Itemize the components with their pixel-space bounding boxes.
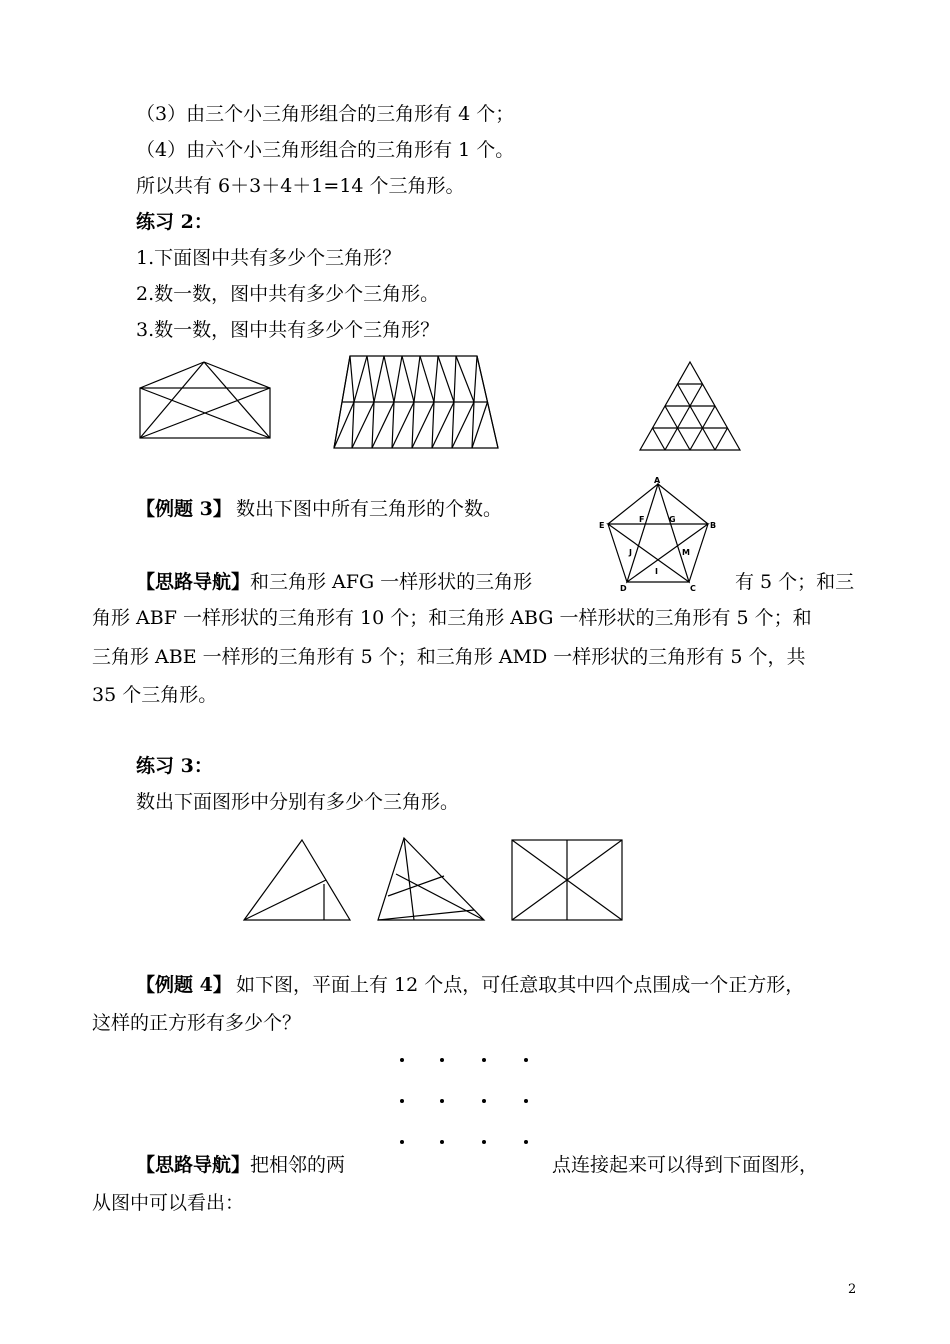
exercise-3-q: 数出下面图形中分别有多少个三角形。 — [136, 791, 460, 813]
label-F: F — [639, 515, 645, 524]
figure-pentagon-star — [596, 474, 720, 594]
line-4: （4）由六个小三角形组合的三角形有 1 个。 — [136, 139, 515, 161]
label-B: B — [710, 521, 717, 530]
example-4-text: 如下图，平面上有 12 个点，可任意取其中四个点围成一个正方形， — [236, 974, 805, 996]
exercise-2-q1: 1.下面图中共有多少个三角形？ — [136, 247, 402, 269]
nav-1-line-2: 角形 ABF 一样形状的三角形有 10 个；和三角形 ABG 一样形状的三角形有 5 个；和 — [92, 607, 812, 629]
label-D: D — [620, 584, 627, 593]
label-A: A — [654, 476, 661, 485]
exercise-3-heading: 练习 3： — [136, 755, 213, 777]
nav-2-text-a: 把相邻的两 — [250, 1154, 346, 1176]
example-3-tag: 【例题 3】 — [136, 498, 232, 520]
nav-2-text-b: 点连接起来可以得到下面图形， — [552, 1154, 819, 1176]
example-4-tag: 【例题 4】 — [136, 974, 232, 996]
nav-2-line-2: 从图中可以看出： — [92, 1192, 245, 1214]
exercise-2-q2: 2.数一数，图中共有多少个三角形。 — [136, 283, 440, 305]
page-number: 2 — [848, 1282, 857, 1297]
exercise-2-heading: 练习 2： — [136, 211, 213, 233]
nav-1-line-3: 三角形 ABE 一样形的三角形有 5 个；和三角形 AMD 一样形状的三角形有 5 个，共 — [92, 646, 806, 668]
label-I: I — [655, 567, 658, 576]
nav-1-text-b: 有 5 个；和三 — [735, 571, 855, 593]
nav-1-line-4: 35 个三角形。 — [92, 684, 218, 706]
example-3-text: 数出下图中所有三角形的个数。 — [236, 498, 503, 520]
figure-triangle-grid — [638, 360, 742, 452]
exercise-2-q3: 3.数一数，图中共有多少个三角形？ — [136, 319, 440, 341]
label-C: C — [690, 584, 696, 593]
figure-ex3-triangle-2 — [374, 836, 488, 924]
figure-dot-grid — [390, 1048, 540, 1152]
figure-trapezoid-grid — [332, 352, 502, 452]
label-G: G — [669, 515, 676, 524]
figure-rectangle-crossing — [138, 360, 272, 450]
figure-ex3-triangle-1 — [240, 838, 354, 924]
figure-ex3-rectangle — [508, 836, 626, 924]
label-M: M — [682, 548, 690, 557]
label-J: J — [629, 548, 632, 557]
nav-1-text-a: 和三角形 AFG 一样形状的三角形 — [250, 571, 533, 593]
summary-line: 所以共有 6＋3＋4＋1=14 个三角形。 — [136, 175, 465, 197]
nav-1-tag: 【思路导航】 — [136, 571, 251, 593]
line-3: （3）由三个小三角形组合的三角形有 4 个； — [136, 103, 515, 125]
nav-2-tag: 【思路导航】 — [136, 1154, 251, 1176]
example-4-line-2: 这样的正方形有多少个？ — [92, 1012, 302, 1034]
label-E: E — [599, 521, 605, 530]
